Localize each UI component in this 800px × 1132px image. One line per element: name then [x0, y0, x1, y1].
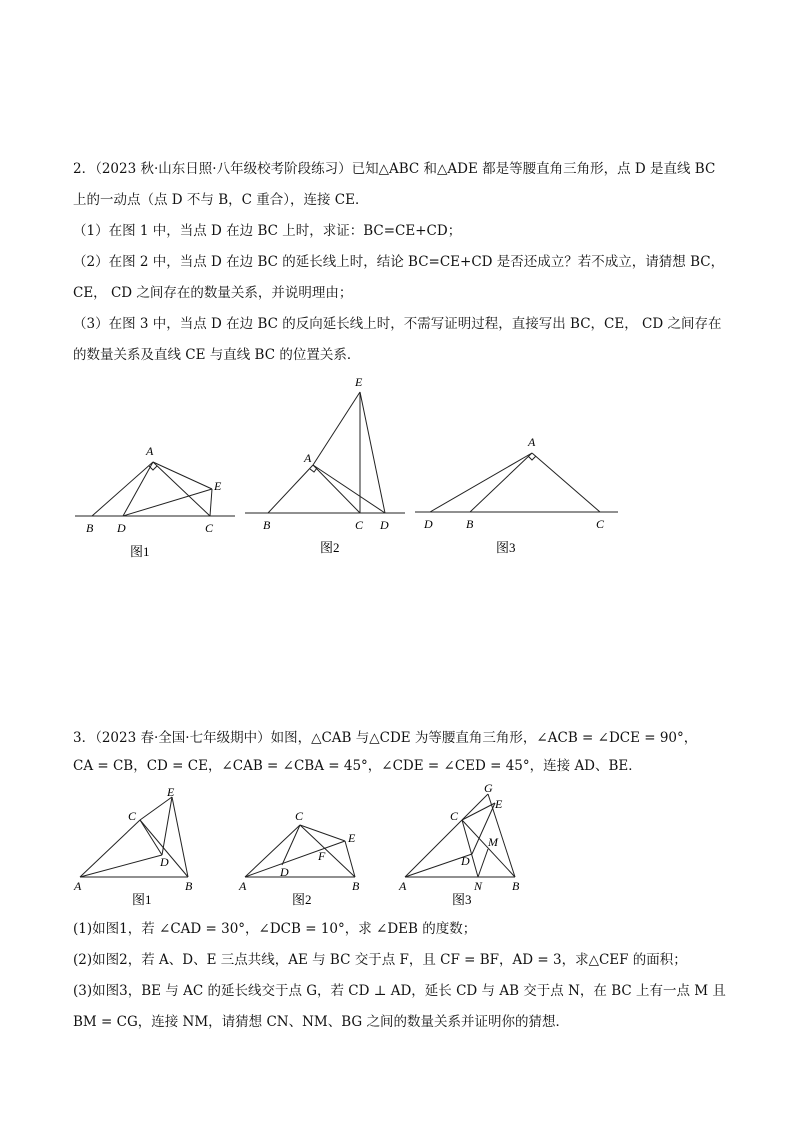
q3-fig3-caption: 图3 — [452, 892, 472, 907]
q3-fig2-caption: 图2 — [292, 892, 312, 907]
q2-fig3-label-a: A — [528, 435, 536, 449]
q2-fig3-label-d: D — [424, 517, 433, 531]
q2-fig2-label-a: A — [304, 451, 312, 465]
q2-line-5: CE， CD 之间存在的数量关系，并说明理由； — [73, 285, 353, 301]
q3-fig2-label-e: E — [348, 831, 356, 845]
q2-fig3-caption: 图3 — [496, 540, 516, 555]
q2-fig2-diagram — [245, 392, 405, 513]
q3-fig1-label-d: D — [160, 855, 169, 869]
q2-fig1-label-a: A — [146, 444, 154, 458]
q3-line-1: 3．（2023 春·全国·七年级期中）如图，△CAB 与△CDE 为等腰直角三角形，∠ACB = ∠DCE = 90°， — [73, 730, 698, 746]
q3-sub-2: (2)如图2，若 A、D、E 三点共线，AE 与 BC 交于点 F，且 CF = BF，AD = 3，求△CEF 的面积； — [73, 952, 687, 968]
q2-fig2-caption: 图2 — [320, 540, 340, 555]
q2-fig3-label-b: B — [466, 517, 474, 531]
q3-fig3-label-g: G — [484, 781, 493, 795]
q3-fig2-label-c: C — [295, 809, 304, 823]
q2-line-7: 的数量关系及直线 CE 与直线 BC 的位置关系． — [73, 347, 361, 363]
q3-fig2-label-b: B — [352, 879, 360, 893]
q2-line-3: （1）在图 1 中，当点 D 在边 BC 上时，求证：BC=CE+CD； — [73, 223, 462, 239]
q2-fig2-label-c: C — [355, 518, 364, 532]
q3-fig1-label-c: C — [128, 809, 137, 823]
q3-sub-3-cont: BM = CG，连接 NM，请猜想 CN、NM、BG 之间的数量关系并证明你的猜想． — [73, 1014, 569, 1030]
q2-fig3-label-c: C — [596, 517, 605, 531]
q2-fig2-label-e: E — [355, 375, 363, 389]
q3-line-2: CA = CB，CD = CE，∠CAB = ∠CBA = 45°，∠CDE = ∠CED = 45°，连接 AD、BE． — [73, 758, 642, 774]
q3-fig1-label-e: E — [167, 785, 175, 799]
q2-fig1-label-e: E — [214, 479, 222, 493]
q3-fig3-label-d: D — [461, 854, 470, 868]
q3-fig3-label-b: B — [512, 879, 520, 893]
q2-fig1-caption: 图1 — [130, 544, 150, 559]
q3-fig1-label-a: A — [74, 879, 82, 893]
q3-fig3-label-m: M — [488, 835, 498, 849]
q3-fig3-label-a: A — [399, 879, 407, 893]
q3-fig3-label-n: N — [474, 879, 483, 893]
q2-line-6: （3）在图 3 中，当点 D 在边 BC 的反向延长线上时，不需写证明过程，直接写出 BC，CE， CD 之间存在 — [73, 316, 722, 332]
q2-fig1-diagram — [75, 462, 235, 516]
q2-fig2-label-b: B — [263, 518, 271, 532]
q2-fig1-label-c: C — [205, 521, 214, 535]
q3-fig3-label-e: E — [495, 797, 503, 811]
q2-fig1-label-b: B — [86, 521, 94, 535]
q3-fig2-label-f: F — [318, 849, 326, 863]
q2-line-1: 2．（2023 秋·山东日照·八年级校考阶段练习）已知△ABC 和△ADE 都是等腰直角三角形，点 D 是直线 BC — [73, 161, 716, 177]
q3-fig3-label-c: C — [450, 809, 459, 823]
q3-fig2-diagram — [245, 825, 355, 877]
q2-fig1-label-d: D — [117, 521, 126, 535]
q2-fig2-label-d: D — [380, 518, 389, 532]
q2-fig3-diagram — [415, 453, 618, 512]
q2-line-4: （2）在图 2 中，当点 D 在边 BC 的延长线上时，结论 BC=CE+CD 是否还成立？若不成立，请猜想 BC， — [73, 254, 725, 270]
q3-fig2-label-d: D — [280, 865, 289, 879]
q3-figures — [0, 780, 800, 915]
q3-fig2-label-a: A — [239, 879, 247, 893]
q3-sub-1: (1)如图1，若 ∠CAD = 30°，∠DCB = 10°，求 ∠DEB 的度数； — [73, 921, 477, 937]
q3-sub-3: (3)如图3，BE 与 AC 的延长线交于点 G，若 CD ⊥ AD，延长 CD 与 AB 交于点 N，在 BC 上有一点 M 且 — [73, 983, 726, 999]
q2-line-2: 上的一动点（点 D 不与 B，C 重合），连接 CE． — [73, 192, 369, 208]
q3-fig1-caption: 图1 — [132, 892, 152, 907]
q3-fig1-label-b: B — [185, 879, 193, 893]
